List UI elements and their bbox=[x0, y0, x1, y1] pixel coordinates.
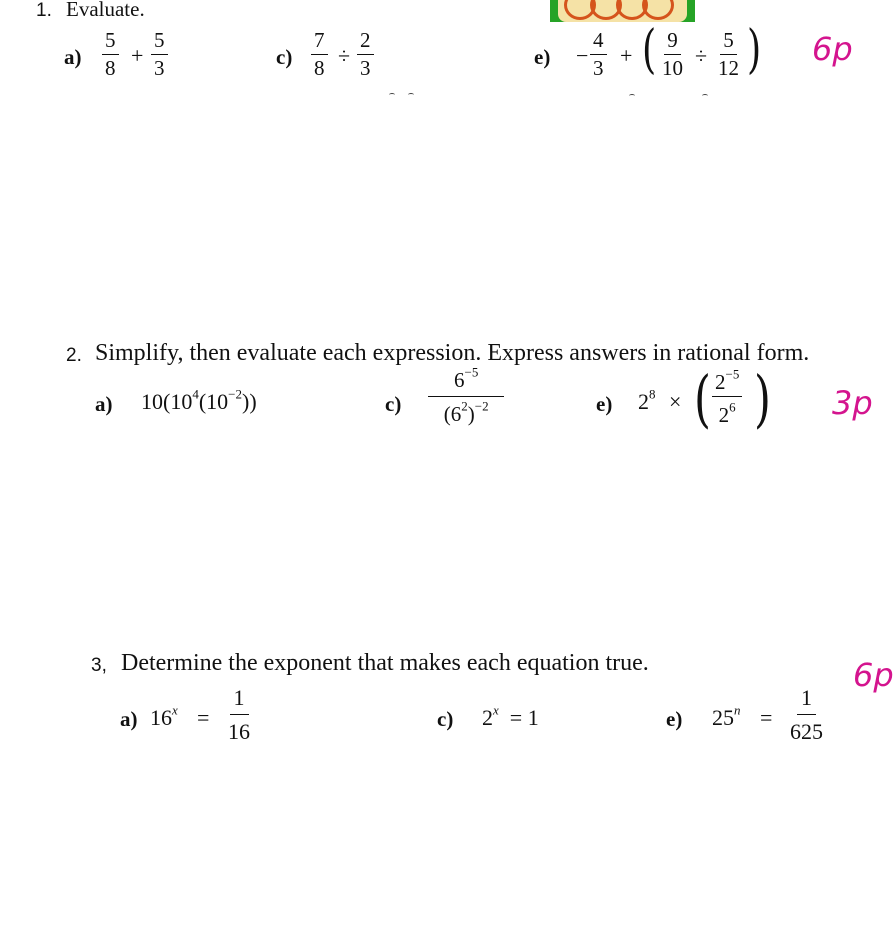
left-paren: ( bbox=[642, 20, 657, 80]
cropped-mark bbox=[408, 93, 414, 97]
cropped-illustration bbox=[550, 0, 695, 22]
plus-operator: + bbox=[131, 43, 144, 68]
part-e-label: e) bbox=[596, 392, 613, 416]
expression: $10(10^4(10^{-2}))$ bbox=[141, 386, 257, 414]
fraction: $\frac{2}{3}$ bbox=[357, 30, 374, 79]
part-c-label: c) bbox=[385, 392, 402, 416]
fraction: $\frac{5}{12}$ bbox=[718, 28, 739, 80]
problem-title: Evaluate. bbox=[66, 0, 145, 21]
part-a-label: a) bbox=[95, 392, 113, 416]
cropped-mark bbox=[702, 94, 708, 98]
power: 16$^x$ bbox=[150, 702, 178, 730]
problem-number: 1. bbox=[36, 0, 52, 21]
fraction: $\frac{9}{10}$ bbox=[662, 28, 683, 80]
fraction: $\frac{6^{-5}}{(6^2)^{-2}}$ bbox=[428, 370, 504, 425]
fraction: $\frac{2^{-5}}{2^6}$ bbox=[712, 372, 742, 426]
part-e-label: e) bbox=[666, 707, 683, 731]
fraction: $\frac{1}{625}$ bbox=[790, 685, 823, 744]
times-operator: × bbox=[669, 389, 682, 414]
fraction: $\frac{4}{3}$ bbox=[590, 30, 607, 79]
problem-number: 3, bbox=[91, 655, 107, 676]
part-e-label: e) bbox=[534, 45, 551, 69]
handwritten-points: 3p bbox=[832, 384, 873, 422]
problem-title: Determine the exponent that makes each equation true. bbox=[121, 650, 649, 676]
problem-title: Simplify, then evaluate each expression. Express answers in rational form. bbox=[95, 340, 810, 366]
fraction: $\frac{7}{8}$ bbox=[311, 30, 328, 79]
equals-sign: = bbox=[197, 705, 210, 730]
problem-number: 2. bbox=[66, 345, 82, 366]
plus-operator: + bbox=[620, 43, 633, 68]
left-paren: ( bbox=[694, 362, 711, 435]
part-c-label: c) bbox=[437, 707, 454, 731]
equation: 2$^x$ = 1 bbox=[482, 702, 539, 730]
fraction: $\frac{5}{3}$ bbox=[151, 30, 168, 79]
cropped-mark bbox=[629, 94, 635, 98]
right-paren: ) bbox=[747, 20, 762, 80]
minus-sign: − bbox=[576, 43, 589, 68]
handwritten-points: 6p bbox=[812, 30, 853, 68]
divide-operator: ÷ bbox=[695, 43, 708, 68]
cropped-mark bbox=[389, 93, 395, 97]
power: $2^8$ bbox=[638, 386, 656, 414]
part-c-label: c) bbox=[276, 45, 293, 69]
part-a-label: a) bbox=[120, 707, 138, 731]
power: 25$^n$ bbox=[712, 702, 741, 730]
fraction: $\frac{5}{8}$ bbox=[102, 30, 119, 79]
divide-operator: ÷ bbox=[338, 43, 351, 68]
right-paren: ) bbox=[754, 362, 771, 435]
part-a-label: a) bbox=[64, 45, 82, 69]
equals-sign: = bbox=[760, 705, 773, 730]
fraction: $\frac{1}{16}$ bbox=[228, 685, 250, 744]
handwritten-points: 6p bbox=[853, 656, 894, 694]
